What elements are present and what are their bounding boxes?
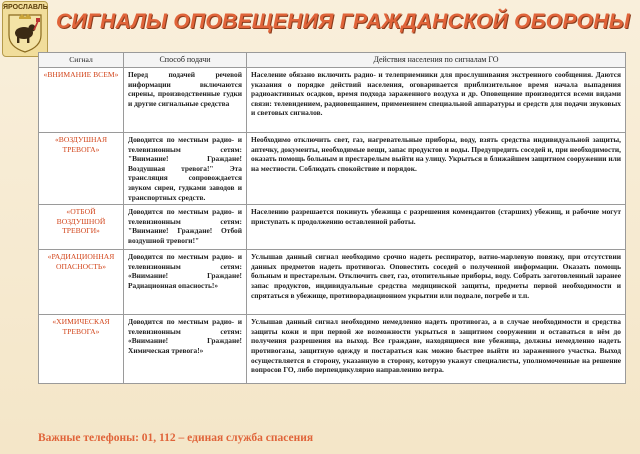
signal-name: «ОТБОЙ ВОЗДУШНОЙ ТРЕВОГИ» <box>39 205 124 250</box>
page-title: СИГНАЛЫ ОПОВЕЩЕНИЯ ГРАЖДАНСКОЙ ОБОРОНЫ <box>55 10 631 33</box>
city-emblem <box>2 1 48 57</box>
signal-name: «РАДИАЦИОННАЯ ОПАСНОСТЬ» <box>39 250 124 315</box>
table-row <box>39 133 626 205</box>
table-row <box>39 315 626 384</box>
signal-actions: Население обязано включить радио- и телеприемники для прослушивания экстренного сообщения. Даются указания о порядке действий населения, оговаривается приблизительное время начала выпадения радиоактивных осадков, время подхода зараженного воздуха и др. Оповещение производится всеми видами связи: телевидением, радиовещанием, применением специальной аппаратуры и средств для подачи звуковых и световых сигналов. <box>247 68 626 133</box>
table-row <box>39 205 626 250</box>
signal-actions: Населению разрешается покинуть убежища с разрешения комендантов (старших) убежищ, и рабочие могут приступать к продолжению оставленной работы. <box>247 205 626 250</box>
signal-name: «ВНИМАНИЕ ВСЕМ» <box>39 68 124 133</box>
signal-actions: Необходимо отключить свет, газ, нагревательные приборы, воду, взять средства индивидуальной защиты, аптечку, документы, необходимые вещи, запас продуктов и воды. Предупредить соседей и, при необходимости, оказать помощь больным и престарелым выйти на улицу. Укрыться в ближайшем защитном сооружении или на местности. Соблюдать спокойствие и порядок. <box>247 133 626 205</box>
header-signal: Сигнал <box>39 53 124 68</box>
signal-method: Доводится по местным радио- и телевизионным сетям: «Внимание! Граждане! Химическая тревога!» <box>124 315 247 384</box>
table-row <box>39 250 626 315</box>
signal-actions: Услышав данный сигнал необходимо немедленно надеть противогаз, а в случае необходимости и средства защиты кожи и при первой же возможности укрыться в защитном сооружении и оставаться в нём до получения разрешения на выход. Все граждане, находящиеся вне убежища, должны немедленно надеть противогазы, защитную одежду и постараться как можно быстрее выйти из зараженного участка. Выход осуществляется в сторону, указанную в сторону, которую укажут специалисты, уполномоченные на решение вопросов ГО, либо перпендикулярно направлению ветра. <box>247 315 626 384</box>
signal-method: Перед подачей речевой информации включаются сирены, производственные гудки и другие сигнальные средства <box>124 68 247 133</box>
important-phones: Важные телефоны: 01, 112 – единая служба спасения <box>38 432 314 444</box>
signal-name: «ВОЗДУШНАЯ ТРЕВОГА» <box>39 133 124 205</box>
signal-actions: Услышав данный сигнал необходимо срочно надеть респиратор, ватно-марлевую повязку, при отсутствии данных предметов надеть противогаз. Оповестить соседей о полученной информации. Оказать помощь больным и престарелым. Отключить свет, газ, отопительные приборы, воду. Собрать заготовленный заранее запас продуктов, индивидуальные средства медицинской защиты, предметы первой необходимости и спрятаться в убежище, противорадиационном укрытии или подвале, погребе и т.п. <box>247 250 626 315</box>
table-row <box>39 68 626 133</box>
table-header-row <box>39 53 626 68</box>
signal-name: «ХИМИЧЕСКАЯ ТРЕВОГА» <box>39 315 124 384</box>
header-method: Способ подачи <box>124 53 247 68</box>
bear-shield-icon <box>7 13 43 53</box>
header-actions: Действия населения по сигналам ГО <box>247 53 626 68</box>
emblem-city-name: ЯРОСЛАВЛЬ <box>3 4 48 11</box>
signal-method: Доводится по местным радио- и телевизионным сетям: "Внимание! Граждане! Воздушная тревога!" Эта трансляция сопровождается звуком сирен, гудками заводов и транспортных средств. <box>124 133 247 205</box>
signals-table <box>38 52 626 384</box>
signal-method: Доводится по местным радио- и телевизионным сетям: «Внимание! Граждане! Радиационная опасность!» <box>124 250 247 315</box>
signal-method: Доводится по местным радио- и телевизионным сетям: "Внимание! Граждане! Отбой воздушной тревоги!" <box>124 205 247 250</box>
